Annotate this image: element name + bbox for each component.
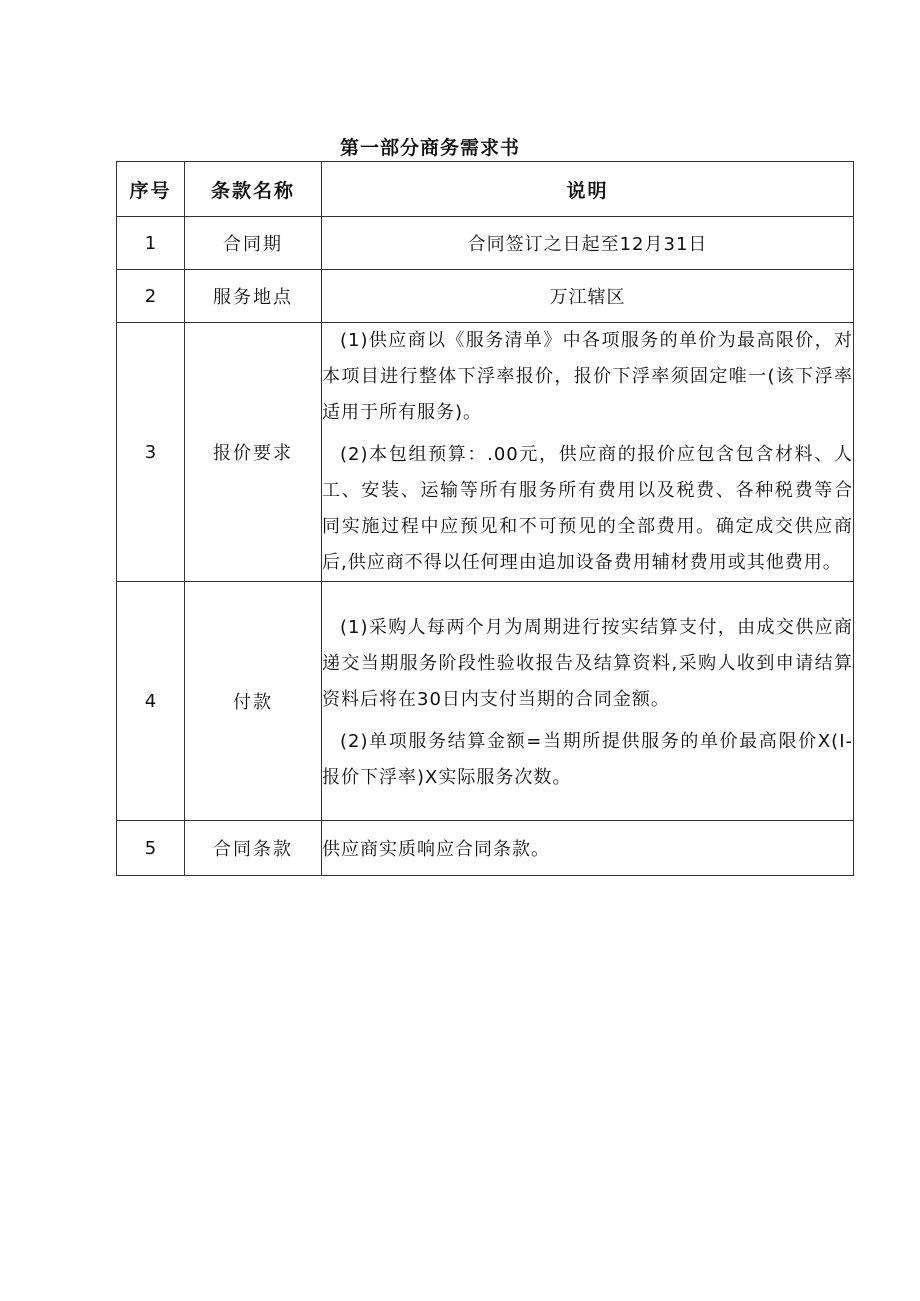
table-row	[117, 821, 854, 876]
clause-name: 报价要求	[185, 323, 322, 582]
clause-name: 付款	[185, 582, 322, 821]
header-no: 序号	[117, 162, 185, 217]
clause-name: 服务地点	[185, 270, 322, 323]
header-clause-name: 条款名称	[185, 162, 322, 217]
clause-description: 万江辖区	[322, 270, 854, 323]
row-number: 4	[117, 582, 185, 821]
page-title: 第一部分商务需求书	[339, 137, 520, 159]
clause-description: 合同签订之日起至12月31日	[322, 217, 854, 270]
clause-description	[322, 323, 854, 582]
row-number: 2	[117, 270, 185, 323]
clause-description	[322, 582, 854, 821]
clause-name: 合同期	[185, 217, 322, 270]
description-paragraph: (2)本包组预算：.00元，供应商的报价应包含包含材料、人工、安装、运输等所有服务所有费用以及税费、各种税费等合同实施过程中应预见和不可预见的全部费用。确定成交供应商后,供应商不得以任何理由追加设备费用辅材费用或其他费用。	[322, 444, 853, 573]
requirements-table	[116, 161, 854, 876]
description-paragraph: (1)采购人每两个月为周期进行按实结算支付，由成交供应商递交当期服务阶段性验收报告及结算资料,采购人收到申请结算资料后将在30日内支付当期的合同金额。	[322, 617, 853, 710]
clause-description: 供应商实质响应合同条款。	[322, 821, 854, 876]
table-row	[117, 217, 854, 270]
table-row	[117, 582, 854, 821]
clause-name: 合同条款	[185, 821, 322, 876]
row-number: 5	[117, 821, 185, 876]
description-paragraph: (1)供应商以《服务清单》中各项服务的单价为最高限价，对本项目进行整体下浮率报价，报价下浮率须固定唯一(该下浮率适用于所有服务)。	[322, 330, 853, 423]
row-number: 3	[117, 323, 185, 582]
table-header-row	[117, 162, 854, 217]
row-number: 1	[117, 217, 185, 270]
table-row	[117, 323, 854, 582]
table-row	[117, 270, 854, 323]
header-description: 说明	[322, 162, 854, 217]
description-paragraph: (2)单项服务结算金额=当期所提供服务的单价最高限价X(I-报价下浮率)X实际服务次数。	[322, 731, 853, 788]
